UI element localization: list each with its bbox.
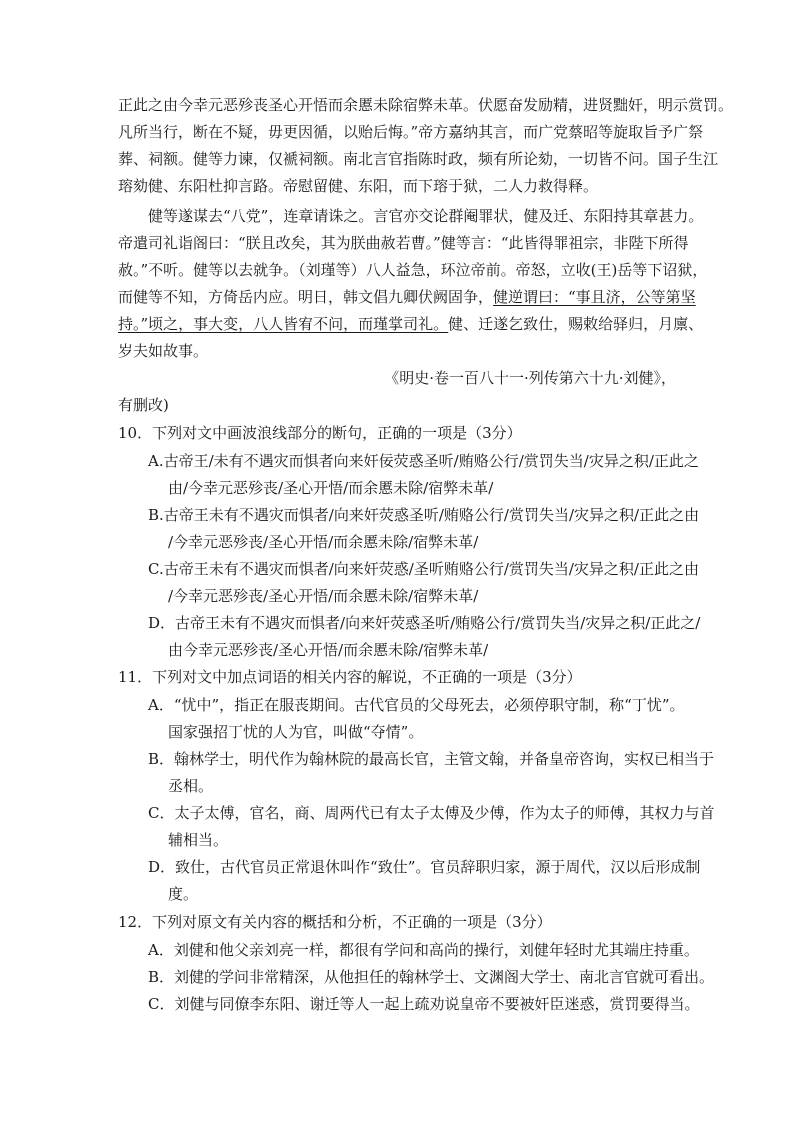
passage-line: 赦。”不听。健等以去就争。（刘瑾等）八人益急，环泣帝前。帝怒，立收(王)岳等下诏狱， [118,261,708,279]
question-10-option-d: 由今幸元恶殄丧/圣心开悟/而余慝未除/宿弊未革/ [168,641,489,659]
question-10-option-c: C.古帝王未有不遇灾而惧者/向来奸荧惑/圣听贿赂公行/赏罚失当/灾异之积/正此之由 [148,560,699,578]
passage-line: 岁夫如故事。 [118,342,209,360]
question-10-option-a: A.古帝王/未有不遇灾而惧者向来奸佞荧惑圣听/贿赂公行/赏罚失当/灾异之积/正此之 [148,452,699,470]
passage-line [118,314,703,334]
question-11-option-c: 辅相当。 [168,831,229,849]
passage-text: 健、迁遂乞致仕，赐敕给驿归，月廪、 [448,315,704,333]
question-11-option-a: A．“忧中”，指正在服丧期间。古代官员的父母死去，必须停职守制，称“丁忧”。 [148,696,685,714]
question-10-stem: 10．下列对文中画波浪线部分的断句，正确的一项是（3分） [118,424,522,442]
passage-line: 葬、祠额。健等力谏，仅褫祠额。南北言官指陈时政，频有所论劾，一切皆不问。国子生江 [118,150,719,168]
underlined-sentence: 持。”顷之，事大变，八人皆宥不问，而瑾掌司礼。 [118,315,449,333]
question-10-option-b: /今幸元恶殄丧/圣心开悟/而余慝未除/宿弊未革/ [168,533,479,551]
passage-line [118,287,696,307]
question-11-option-d: 度。 [168,885,199,903]
question-11-option-d: D．致仕，古代官员正常退休叫作“致仕”。官员辞职归家，源于周代，汉以后形成制 [148,858,701,876]
question-12-stem: 12．下列对原文有关内容的概括和分析，不正确的一项是（3分） [118,913,552,931]
question-11-stem: 11．下列对文中加点词语的相关内容的解说，不正确的一项是（3分） [118,668,582,686]
question-10-option-b: B.古帝王未有不遇灾而惧者/向来奸荧惑圣听/贿赂公行/赏罚失当/灾异之积/正此之由 [148,506,700,524]
passage-text: 而健等不知，方倚岳内应。明日，韩文倡九卿伏阙固争， [118,288,494,306]
source-citation: 《明史·卷一百八十一·列传第六十九·刘健》， [384,369,676,387]
question-11-option-b: 丞相。 [168,777,214,795]
question-11-option-c: C．太子太傅，官名，商、周两代已有太子太傅及少傅，作为太子的师傅，其权力与首 [148,804,715,822]
underlined-sentence: 健逆谓曰：“事且济，公等第坚 [493,288,696,306]
passage-line: 健等遂谋去“八党”，连章请诛之。言官亦交论群阉罪状，健及迁、东阳持其章甚力。 [148,207,704,225]
passage-line: 凡所当行，断在不疑，毋更因循，以贻后悔。”帝方嘉纳其言，而广党蔡昭等旋取旨予广祭 [118,123,704,141]
source-citation: 有删改) [118,396,169,414]
question-12-option-b: B．刘健的学问非常精深，从他担任的翰林学士、文渊阁大学士、南北言官就可看出。 [148,968,715,986]
passage-line: 帝遣司礼诣阁曰：“朕且改矣，其为朕曲赦若曹。”健等言：“此皆得罪祖宗，非陛下所得 [118,234,689,252]
passage-line: 正此之由今幸元恶殄丧圣心开悟而余慝未除宿弊未革。伏愿奋发励精，进贤黜奸，明示赏罚。 [118,96,734,114]
question-10-option-d: D．古帝王未有不遇灾而惧者/向来奸荧惑圣听/贿赂公行/赏罚失当/灾异之积/正此之/ [148,614,701,632]
question-11-option-a: 国家强招丁忧的人为官，叫做“夺情”。 [168,723,424,741]
question-12-option-c: C．刘健与同僚李东阳、谢迁等人一起上疏劝说皇帝不要被奸臣迷惑，赏罚要得当。 [148,995,700,1013]
question-12-option-a: A．刘健和他父亲刘亮一样，都很有学问和高尚的操行，刘健年轻时尤其端庄持重。 [148,941,699,959]
question-10-option-c: /今幸元恶殄丧/圣心开悟/而余慝未除/宿弊未革/ [168,587,479,605]
question-11-option-b: B．翰林学士，明代作为翰林院的最高长官，主管文翰，并备皇帝咨询，实权已相当于 [148,750,715,768]
question-10-option-a: 由/今幸元恶殄丧/圣心开悟/而余慝未除/宿弊未革/ [168,479,494,497]
passage-line: 瑢劾健、东阳杜抑言路。帝慰留健、东阳，而下瑢于狱，二人力救得释。 [118,177,599,195]
